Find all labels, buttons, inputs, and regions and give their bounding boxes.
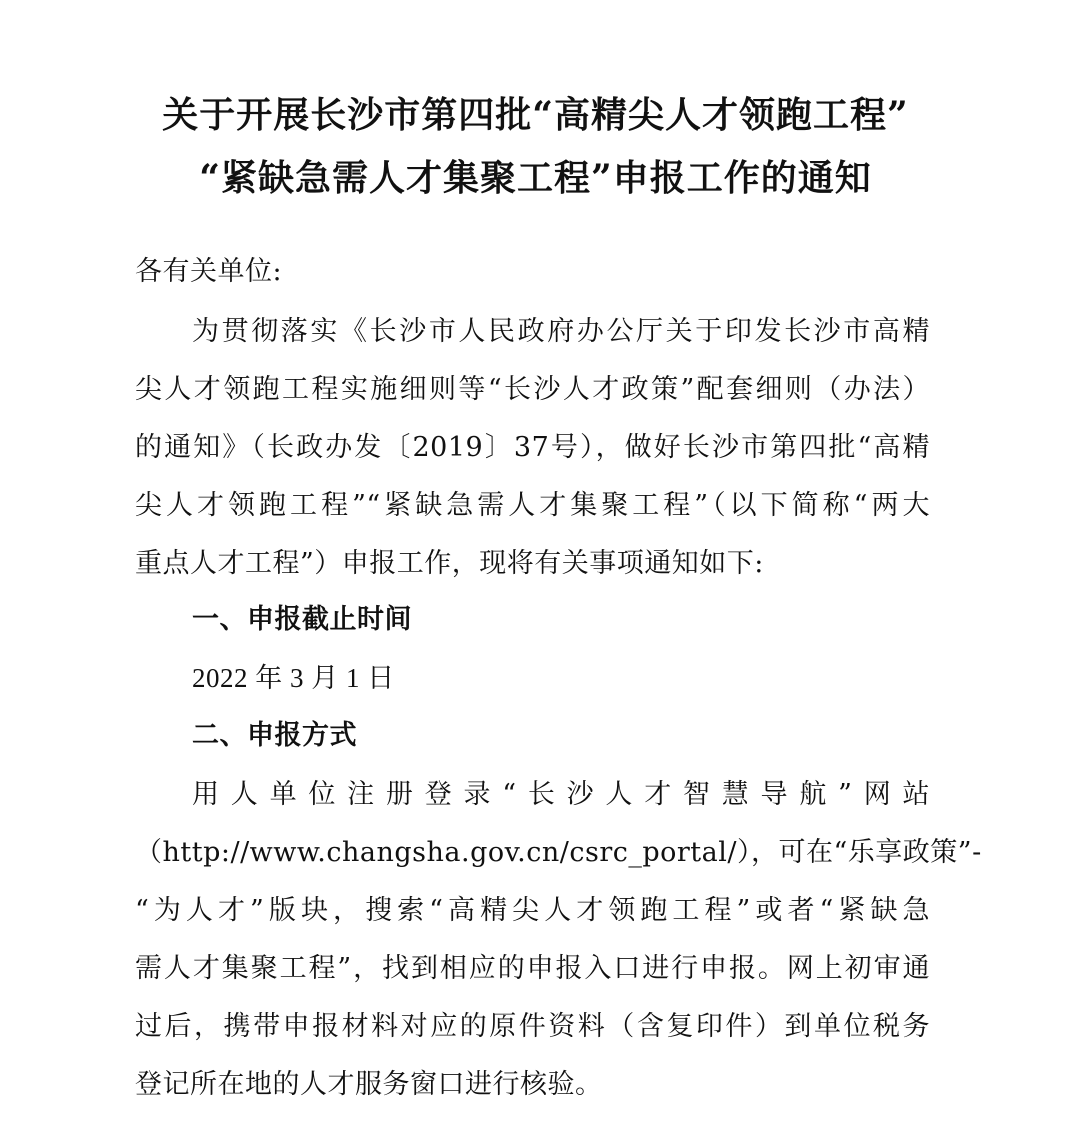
section-2-line-2: （http://www.changsha.gov.cn/csrc_portal/），可在“乐享政策”-: [135, 837, 982, 868]
document-title-line-2: “紧缺急需人才集聚工程”申报工作的通知: [199, 157, 872, 199]
section-2-line-5: 过后，携带申报材料对应的原件资料（含复印件）到单位税务: [135, 1011, 930, 1042]
salutation: 各有关单位:: [135, 256, 283, 287]
document-title-line-1: 关于开展长沙市第四批“高精尖人才领跑工程”: [162, 94, 909, 136]
section-1-date: 2022 年 3 月 1 日: [192, 663, 395, 693]
section-1-heading: 一、申报截止时间: [192, 604, 412, 635]
section-2-line-6: 登记所在地的人才服务窗口进行核验。: [135, 1069, 603, 1100]
intro-line-5: 重点人才工程”）申报工作，现将有关事项通知如下:: [135, 548, 764, 579]
section-2-line-4: 需人才集聚工程”，找到相应的申报入口进行申报。网上初审通: [135, 953, 930, 984]
section-2-line-3: “为人才”版块，搜索“高精尖人才领跑工程”或者“紧缺急: [135, 895, 930, 926]
intro-line-4: 尖人才领跑工程”“紧缺急需人才集聚工程”（以下简称“两大: [135, 490, 930, 521]
intro-line-3: 的通知》（长政办发〔2019〕37号），做好长沙市第四批“高精: [135, 432, 930, 463]
intro-line-2: 尖人才领跑工程实施细则等“长沙人才政策”配套细则（办法）: [135, 374, 930, 405]
section-2-heading: 二、申报方式: [192, 720, 357, 751]
intro-line-1: 为贯彻落实《长沙市人民政府办公厅关于印发长沙市高精: [192, 316, 930, 347]
section-2-line-1: 用人单位注册登录“长沙人才智慧导航”网站: [192, 779, 930, 810]
